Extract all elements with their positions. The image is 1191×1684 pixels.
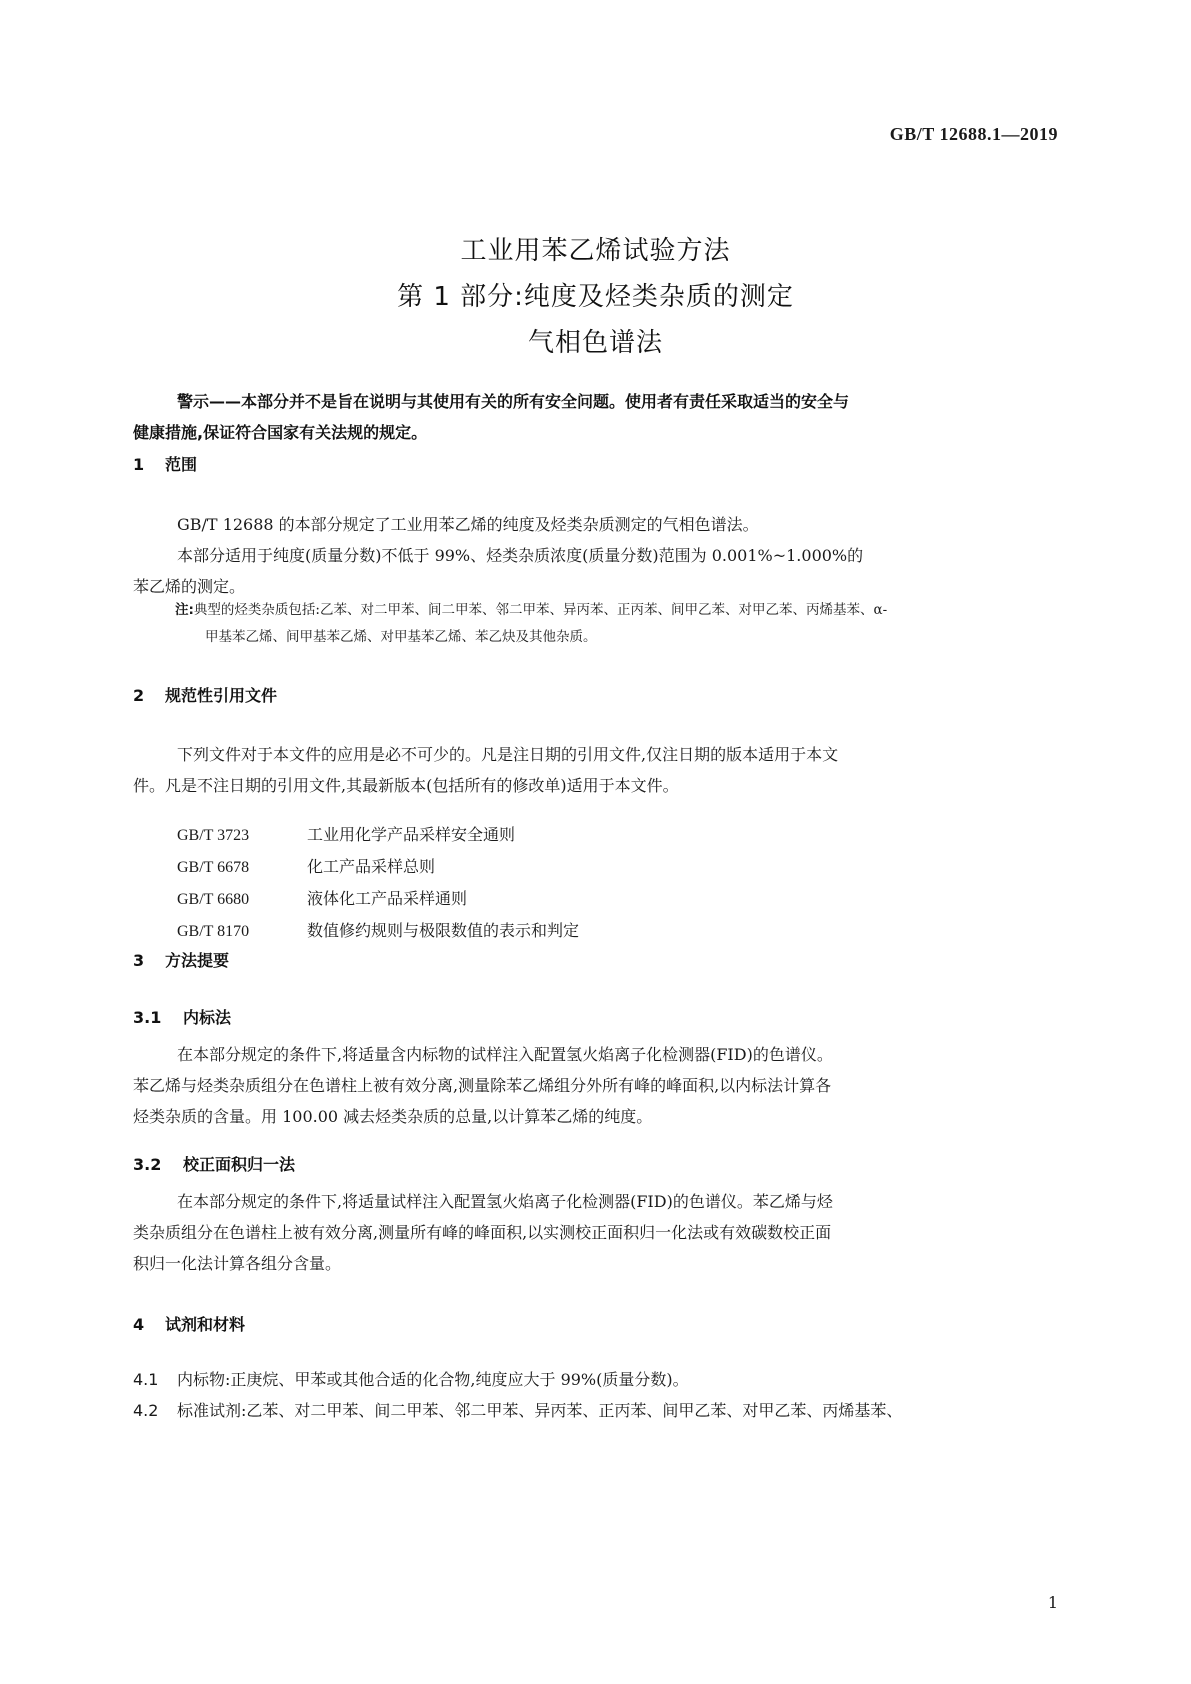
section-title: 方法提要	[165, 951, 230, 970]
section-number: 3.2	[133, 1155, 162, 1174]
paragraph: GB/T 12688 的本部分规定了工业用苯乙烯的纯度及烃类杂质测定的气相色谱法。	[177, 515, 759, 534]
section-number: 1	[133, 455, 145, 474]
reference-code: GB/T 8170	[177, 923, 250, 940]
title-line-3: 气相色谱法	[527, 328, 663, 358]
document-title	[0, 228, 1191, 366]
section-title: 内标法	[183, 1008, 232, 1027]
reference-item	[177, 851, 579, 883]
reference-item	[177, 915, 579, 947]
paragraph: 下列文件对于本文件的应用是必不可少的。凡是注日期的引用文件,仅注日期的版本适用于本文	[177, 745, 839, 764]
paragraph-continuation: 苯乙烯与烃类杂质组分在色谱柱上被有效分离,测量除苯乙烯组分外所有峰的峰面积,以内标法计算各	[133, 1076, 832, 1095]
reference-code: GB/T 6678	[177, 859, 250, 876]
section-number: 3	[133, 951, 145, 970]
section-2-body	[133, 739, 1058, 801]
paragraph-continuation: 类杂质组分在色谱柱上被有效分离,测量所有峰的峰面积,以实测校正面积归一化法或有效碳数校正面	[133, 1223, 832, 1242]
section-1-note	[175, 597, 1065, 651]
section-3-heading	[133, 948, 229, 971]
section-4-heading	[133, 1312, 245, 1335]
section-title: 试剂和材料	[165, 1315, 246, 1334]
section-title: 范围	[165, 455, 198, 474]
standard-number: GB/T 12688.1—2019	[889, 124, 1058, 144]
paragraph-continuation: 烃类杂质的含量。用 100.00 减去烃类杂质的总量,以计算苯乙烯的纯度。	[133, 1107, 653, 1126]
section-2-heading	[133, 683, 277, 706]
item-number: 4.2	[133, 1401, 159, 1420]
note-label: 注:	[175, 602, 194, 618]
section-3-2-heading	[133, 1152, 295, 1175]
reference-title: 液体化工产品采样通则	[307, 889, 468, 908]
reference-code: GB/T 6680	[177, 891, 250, 908]
item-4-2	[133, 1395, 902, 1426]
section-title: 校正面积归一法	[183, 1155, 296, 1174]
section-1-heading	[133, 452, 197, 475]
paragraph: 在本部分规定的条件下,将适量试样注入配置氢火焰离子化检测器(FID)的色谱仪。苯乙烯与烃	[177, 1192, 833, 1211]
reference-item	[177, 819, 579, 851]
section-1-body	[133, 509, 1058, 602]
note-text-continuation: 甲基苯乙烯、间甲基苯乙烯、对甲基苯乙烯、苯乙炔及其他杂质。	[205, 629, 597, 645]
reference-title: 化工产品采样总则	[307, 857, 436, 876]
section-number: 4	[133, 1315, 145, 1334]
item-text: 内标物:正庚烷、甲苯或其他合适的化合物,纯度应大于 99%(质量分数)。	[177, 1370, 689, 1389]
section-3-1-body	[133, 1039, 1058, 1132]
paragraph: 在本部分规定的条件下,将适量含内标物的试样注入配置氢火焰离子化检测器(FID)的色谱仪。	[177, 1045, 833, 1064]
paragraph: 本部分适用于纯度(质量分数)不低于 99%、烃类杂质浓度(质量分数)范围为 0.001%~1.000%的	[177, 546, 864, 565]
normative-references-list	[177, 819, 579, 947]
warning-paragraph	[133, 386, 1058, 448]
reference-title: 数值修约规则与极限数值的表示和判定	[307, 921, 580, 940]
section-3-1-heading	[133, 1005, 231, 1028]
paragraph-continuation: 积归一化法计算各组分含量。	[133, 1254, 342, 1273]
section-number: 2	[133, 686, 145, 705]
warning-line-1: 警示——本部分并不是旨在说明与其使用有关的所有安全问题。使用者有责任采取适当的安全与	[177, 392, 850, 411]
warning-line-2: 健康措施,保证符合国家有关法规的规定。	[133, 423, 428, 442]
item-number: 4.1	[133, 1370, 159, 1389]
section-3-2-body	[133, 1186, 1058, 1279]
reference-item	[177, 883, 579, 915]
page-number: 1	[1047, 1593, 1058, 1612]
title-line-1: 工业用苯乙烯试验方法	[460, 236, 731, 266]
section-number: 3.1	[133, 1008, 162, 1027]
item-text: 标准试剂:乙苯、对二甲苯、间二甲苯、邻二甲苯、异丙苯、正丙苯、间甲乙苯、对甲乙苯、丙烯基苯、	[177, 1401, 903, 1420]
item-4-1	[133, 1364, 689, 1395]
note-text: 典型的烃类杂质包括:乙苯、对二甲苯、间二甲苯、邻二甲苯、异丙苯、正丙苯、间甲乙苯、对甲乙苯、丙烯基苯、α-	[193, 602, 888, 618]
reference-code: GB/T 3723	[177, 827, 250, 844]
paragraph-continuation: 苯乙烯的测定。	[133, 577, 246, 596]
section-title: 规范性引用文件	[165, 686, 278, 705]
reference-title: 工业用化学产品采样安全通则	[307, 825, 516, 844]
paragraph-continuation: 件。凡是不注日期的引用文件,其最新版本(包括所有的修改单)适用于本文件。	[133, 776, 679, 795]
title-line-2: 第 1 部分:纯度及烃类杂质的测定	[397, 282, 794, 312]
